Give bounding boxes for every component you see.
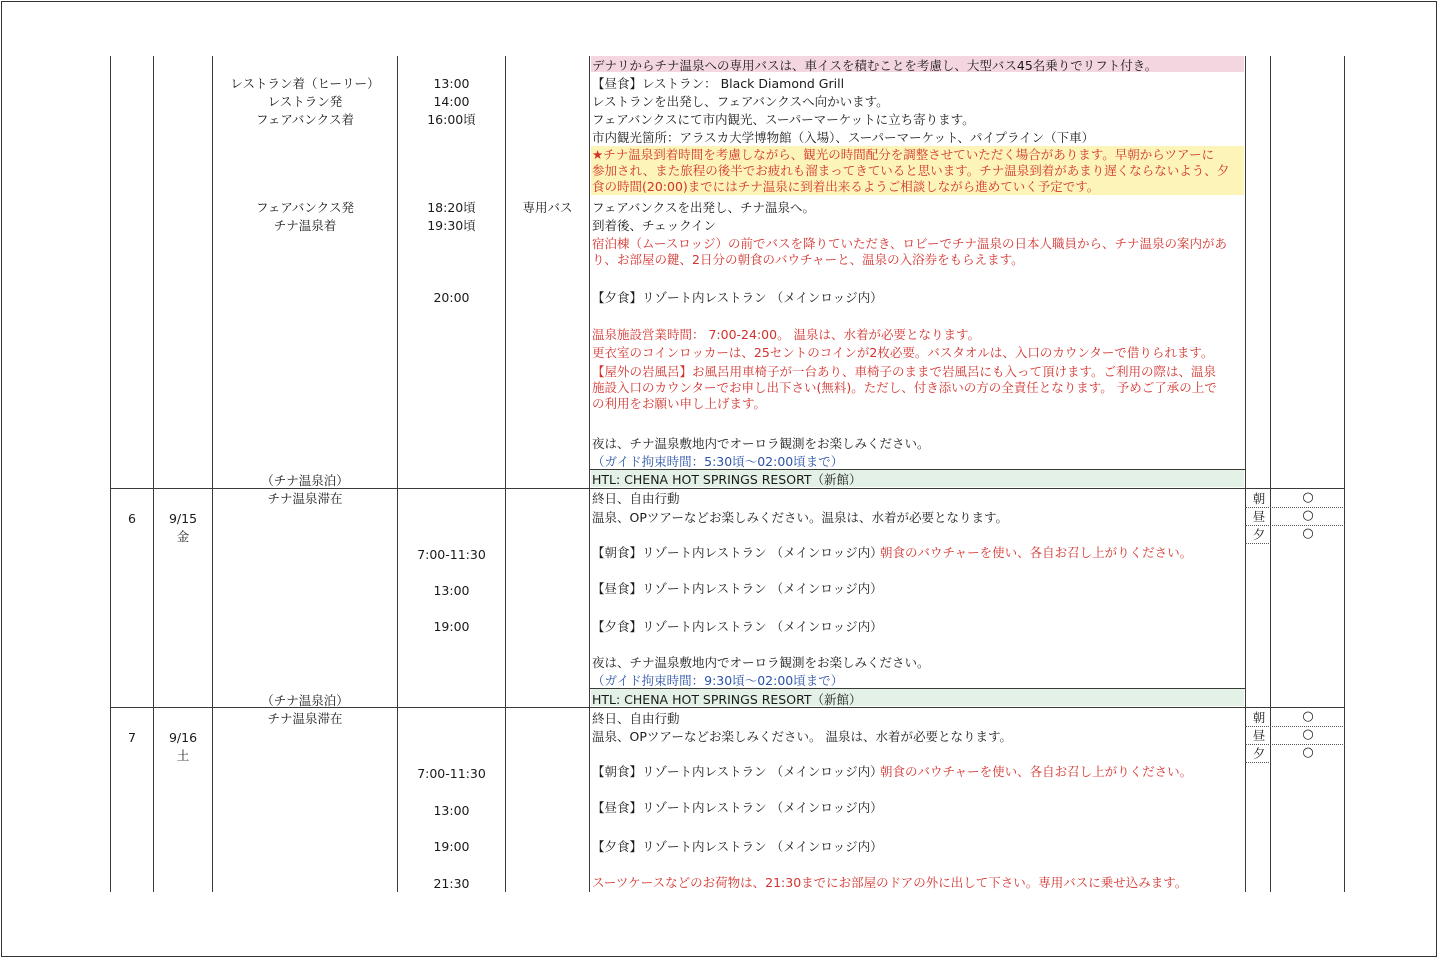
detail-day7-free: 終日、自由行動 xyxy=(592,711,680,726)
date-day7: 9/16 xyxy=(168,730,198,745)
time-1400: 14:00 xyxy=(433,94,470,109)
detail-hotel: HTL: CHENA HOT SPRINGS RESORT（新館） xyxy=(592,472,862,487)
meal-label-dinner-day6: 夕 xyxy=(1252,527,1266,542)
detail-dinner: 【夕食】リゾート内レストラン （メインロッジ内） xyxy=(592,290,883,305)
weekday-day7: 土 xyxy=(176,748,190,763)
col-line-2 xyxy=(153,56,154,892)
hotel-line-2 xyxy=(589,688,1245,689)
detail-time-notice-1: ★チナ温泉到着時間を考慮しながら、観光の時間配分を調整させていただく場合があります。早朝からツアーに xyxy=(592,147,1215,162)
detail-depart-restaurant: レストランを出発し、フェアバンクスへ向かいます。 xyxy=(592,94,889,109)
detail-time-notice-2: 参加され、また旅程の後半でお疲れも溜まってきていると思います。チナ温泉到着があまり遅くならないよう、夕 xyxy=(592,163,1230,178)
col-line-7 xyxy=(1245,56,1246,892)
transport-bus: 専用バス xyxy=(522,200,573,215)
detail-day7-dinner: 【夕食】リゾート内レストラン （メインロッジ内） xyxy=(592,839,883,854)
detail-rock-bath-2: 施設入口のカウンターでお申し出下さい(無料)。ただし、付き添いの方の全責任となります。 予めご了承の上で xyxy=(592,380,1217,395)
detail-aurora: 夜は、チナ温泉敷地内でオーロラ観測をお楽しみください。 xyxy=(592,436,930,451)
time-2000: 20:00 xyxy=(433,290,470,305)
detail-day6-lunch: 【昼食】リゾート内レストラン （メインロッジ内） xyxy=(592,581,883,596)
meal-label-dinner-day7: 夕 xyxy=(1252,746,1266,761)
meal-mark-breakfast-day6: ○ xyxy=(1302,490,1314,505)
place-fairbanks-arrive: フェアバンクス着 xyxy=(255,112,354,127)
date-day6: 9/15 xyxy=(168,511,198,526)
detail-day6-voucher: 朝食のバウチャーを使い、各自お召し上がりください。 xyxy=(880,545,1193,560)
detail-day6-aurora: 夜は、チナ温泉敷地内でオーロラ観測をお楽しみください。 xyxy=(592,655,930,670)
stay-label-day6: （チナ温泉泊） xyxy=(261,693,349,708)
place-fairbanks-depart: フェアバンクス発 xyxy=(255,200,354,215)
meal-label-breakfast-day6: 朝 xyxy=(1252,491,1266,506)
place-restaurant-depart: レストラン発 xyxy=(267,94,343,109)
meal-label-lunch-day7: 昼 xyxy=(1252,728,1266,743)
meal-dot-1c xyxy=(1245,543,1271,544)
hotel-line-1 xyxy=(589,469,1245,470)
detail-lunch: 【昼食】レストラン： Black Diamond Grill xyxy=(592,76,845,91)
detail-rock-bath-3: の利用をお願い申し上げます。 xyxy=(592,396,767,411)
time-day6-dinner: 19:00 xyxy=(433,619,470,634)
meal-label-breakfast-day7: 朝 xyxy=(1252,710,1266,725)
detail-sightseeing-spots: 市内観光箇所：アラスカ大学博物館（入場）、スーパーマーケット、パイプライン（下車） xyxy=(592,130,1095,145)
place-chena-arrive: チナ温泉着 xyxy=(273,218,337,233)
time-day6-lunch: 13:00 xyxy=(433,583,470,598)
meal-mark-dinner-day7: ○ xyxy=(1302,745,1314,760)
time-day7-luggage: 21:30 xyxy=(433,876,470,891)
detail-day7-lunch: 【昼食】リゾート内レストラン （メインロッジ内） xyxy=(592,800,883,815)
meal-mark-breakfast-day7: ○ xyxy=(1302,709,1314,724)
detail-hotspring-hours: 温泉施設営業時間： 7:00-24:00。 温泉は、水着が必要となります。 xyxy=(592,327,981,342)
detail-day6-hotel: HTL: CHENA HOT SPRINGS RESORT（新館） xyxy=(592,692,862,707)
meal-mark-dinner-day6: ○ xyxy=(1302,526,1314,541)
stay-label-day5: （チナ温泉泊） xyxy=(261,473,349,488)
detail-checkin: 到着後、チェックイン xyxy=(592,218,717,233)
meal-label-lunch-day6: 昼 xyxy=(1252,509,1266,524)
time-1930: 19:30頃 xyxy=(427,218,476,233)
detail-day7-enjoy: 温泉、OPツアーなどお楽しみください。 温泉は、水着が必要となります。 xyxy=(592,729,1012,744)
weekday-day6: 金 xyxy=(176,529,190,544)
place-day7: チナ温泉滞在 xyxy=(267,711,343,726)
day-number-7: 7 xyxy=(128,730,136,745)
detail-bus-note: デナリからチナ温泉への専用バスは、車イスを積むことを考慮し、大型バス45名乗りでリフト付き。 xyxy=(592,58,1158,73)
detail-day7-breakfast: 【朝食】リゾート内レストラン （メインロッジ内） xyxy=(592,764,883,779)
detail-day6-breakfast: 【朝食】リゾート内レストラン （メインロッジ内） xyxy=(592,545,883,560)
detail-day6-free: 終日、自由行動 xyxy=(592,491,680,506)
col-line-8 xyxy=(1270,56,1271,892)
detail-depart-fairbanks: フェアバンクスを出発し、チナ温泉へ。 xyxy=(592,200,816,215)
detail-day7-voucher: 朝食のバウチャーを使い、各自お召し上がりください。 xyxy=(880,764,1193,779)
meal-mark-lunch-day6: ○ xyxy=(1302,508,1314,523)
time-1600: 16:00頃 xyxy=(427,112,476,127)
time-day7-dinner: 19:00 xyxy=(433,839,470,854)
detail-coin-locker: 更衣室のコインロッカーは、25セントのコインが2枚必要。バスタオルは、入口のカウンターで借りられます。 xyxy=(592,345,1214,360)
detail-day7-luggage: スーツケースなどのお荷物は、21:30までにお部屋のドアの外に出して下さい。専用バスに乗せ込みます。 xyxy=(592,875,1188,890)
detail-lodge-info-2: り、お部屋の鍵、2日分の朝食のバウチャーと、温泉の入浴券をもらえます。 xyxy=(592,252,1024,267)
col-line-9 xyxy=(1344,56,1345,892)
detail-time-notice-3: 食の時間(20:00)までにはチナ温泉に到着出来るようご相談しながら進めていく予定です。 xyxy=(592,179,1100,194)
col-line-1 xyxy=(110,56,111,892)
time-1300: 13:00 xyxy=(433,76,470,91)
col-line-6 xyxy=(589,56,590,892)
row-separator-1 xyxy=(110,488,1345,489)
meal-mark-lunch-day7: ○ xyxy=(1302,727,1314,742)
detail-day6-dinner: 【夕食】リゾート内レストラン （メインロッジ内） xyxy=(592,619,883,634)
time-1820: 18:20頃 xyxy=(427,200,476,215)
detail-city-tour: フェアバンクスにて市内観光、スーパーマーケットに立ち寄ります。 xyxy=(592,112,975,127)
day-number-6: 6 xyxy=(128,511,136,526)
detail-day6-enjoy: 温泉、OPツアーなどお楽しみください。温泉は、水着が必要となります。 xyxy=(592,510,1009,525)
detail-day6-guide-hours: （ガイド拘束時間：9:30頃～02:00頃まで） xyxy=(592,673,844,688)
detail-rock-bath-1: 【屋外の岩風呂】お風呂用車椅子が一台あり、車椅子のままで岩風呂にも入って頂けます。ご利用の際は、温泉 xyxy=(592,364,1217,379)
detail-guide-hours: （ガイド拘束時間：5:30頃～02:00頃まで） xyxy=(592,454,844,469)
meal-dot-2c xyxy=(1245,762,1271,763)
time-day6-breakfast: 7:00-11:30 xyxy=(417,547,486,562)
detail-lodge-info-1: 宿泊棟（ムースロッジ）の前でバスを降りていただき、ロビーでチナ温泉の日本人職員から、チナ温泉の案内があ xyxy=(592,236,1228,251)
time-day7-breakfast: 7:00-11:30 xyxy=(417,766,486,781)
time-day7-lunch: 13:00 xyxy=(433,803,470,818)
place-day6: チナ温泉滞在 xyxy=(267,491,343,506)
place-restaurant-arrive: レストラン着（ヒーリー） xyxy=(230,76,380,91)
